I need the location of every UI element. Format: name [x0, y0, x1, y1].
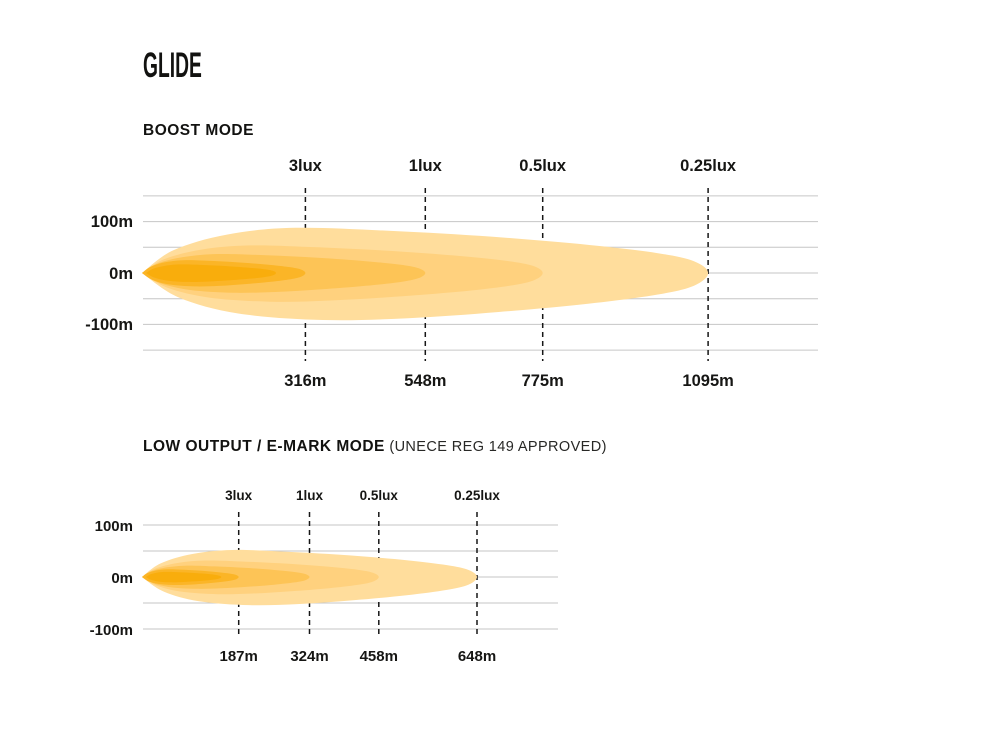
distance-label: 775m: [521, 372, 564, 390]
distance-label: 316m: [284, 372, 327, 390]
lux-label: 1lux: [408, 157, 442, 175]
lux-label: 0.5lux: [359, 488, 398, 503]
distance-label: 187m: [219, 648, 258, 665]
page-title: GLIDE: [143, 46, 202, 85]
y-axis-tick-label: 0m: [109, 264, 133, 283]
distance-label: 1095m: [682, 372, 734, 390]
distance-label: 458m: [359, 648, 398, 665]
lux-label: 3lux: [225, 488, 253, 503]
boost-mode-heading: [143, 122, 254, 140]
y-axis-tick-label: 100m: [90, 213, 133, 232]
low-output-mode-heading-suffix: (UNECE REG 149 APPROVED): [384, 439, 607, 455]
lux-label: 0.25lux: [680, 157, 737, 175]
y-axis-tick-label: -100m: [89, 621, 133, 639]
y-axis-tick-label: 100m: [94, 517, 133, 535]
distance-label: 648m: [457, 648, 497, 665]
lux-label: 0.5lux: [519, 157, 567, 175]
y-axis-tick-label: -100m: [85, 316, 133, 335]
lux-label: 1lux: [295, 488, 324, 503]
boost-mode-heading-label: BOOST MODE: [143, 122, 254, 139]
distance-label: 324m: [290, 648, 329, 665]
low-output-mode-heading-label: LOW OUTPUT / E-MARK MODE: [143, 438, 385, 455]
lux-label: 3lux: [288, 157, 322, 175]
lux-label: 0.25lux: [454, 488, 500, 503]
distance-label: 548m: [404, 372, 447, 390]
low-output-mode-heading: [143, 438, 607, 456]
y-axis-tick-label: 0m: [111, 569, 133, 587]
